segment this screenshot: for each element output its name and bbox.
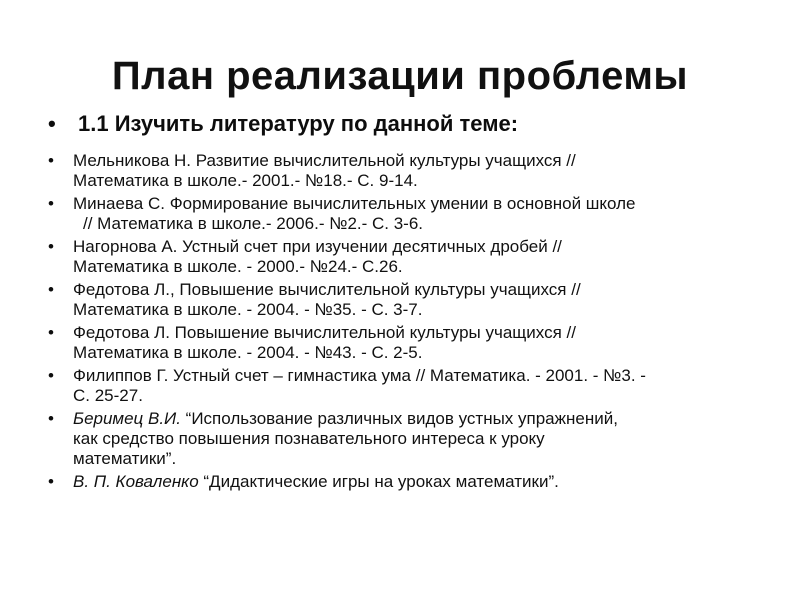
reference-author: Беримец В.И. [73,409,181,428]
reference-line [73,409,778,429]
reference-line: Мельникова Н. Развитие вычислительной культуры учащихся // [73,151,576,170]
reference-item [48,409,778,469]
subtitle-item [48,110,768,138]
bullet-icon: • [48,111,56,136]
slide-title: План реализации проблемы [111,54,689,98]
reference-line: Математика в школе.- 2001.- №18.- С. 9-14. [73,171,418,190]
reference-item [48,366,778,406]
bullet-icon: • [48,237,54,256]
bullet-icon: • [48,472,54,491]
reference-text [73,366,778,406]
bullet-icon: • [48,366,54,385]
reference-text [73,194,778,234]
reference-text [73,472,778,492]
reference-line: как средство повышения познавательного интереса к уроку [73,429,545,448]
reference-item [48,472,778,492]
reference-text [73,280,778,320]
reference-line: Математика в школе. - 2004. - №43. - С. 2-5. [73,343,423,362]
reference-line: Федотова Л., Повышение вычислительной культуры учащихся // [73,280,581,299]
reference-line: Федотова Л. Повышение вычислительной культуры учащихся // [73,323,576,342]
reference-line: С. 25-27. [73,386,143,405]
reference-line: // Математика в школе.- 2006.- №2.- С. 3-6. [83,214,424,233]
reference-line: Филиппов Г. Устный счет – гимнастика ума // Математика. - 2001. - №3. - [73,366,646,385]
reference-item [48,237,778,277]
bullet-icon: • [48,280,54,299]
reference-text [73,151,778,191]
bullet-icon: • [48,409,54,428]
subtitle-text: 1.1 Изучить литературу по данной теме: [78,111,519,136]
reference-title: “Дидактические игры на уроках математики”. [198,472,559,491]
reference-line: Нагорнова А. Устный счет при изучении десятичных дробей // [73,237,562,256]
reference-item [48,280,778,320]
reference-item [48,151,778,191]
bullet-icon: • [48,323,54,342]
reference-item [48,323,778,363]
reference-line [73,472,778,492]
reference-text [73,323,778,363]
reference-author: В. П. Коваленко [73,472,199,491]
bullet-icon: • [48,194,54,213]
reference-line: математики”. [73,449,177,468]
reference-line: Математика в школе. - 2000.- №24.- С.26. [73,257,403,276]
reference-text [73,409,778,469]
reference-text [73,237,778,277]
reference-list [48,151,778,495]
bullet-icon: • [48,151,54,170]
reference-line: Минаева С. Формирование вычислительных умении в основной школе [73,194,636,213]
reference-title: “Использование различных видов устных упражнений, [180,409,618,428]
reference-line: Математика в школе. - 2004. - №35. - С. 3-7. [73,300,423,319]
reference-item [48,194,778,234]
